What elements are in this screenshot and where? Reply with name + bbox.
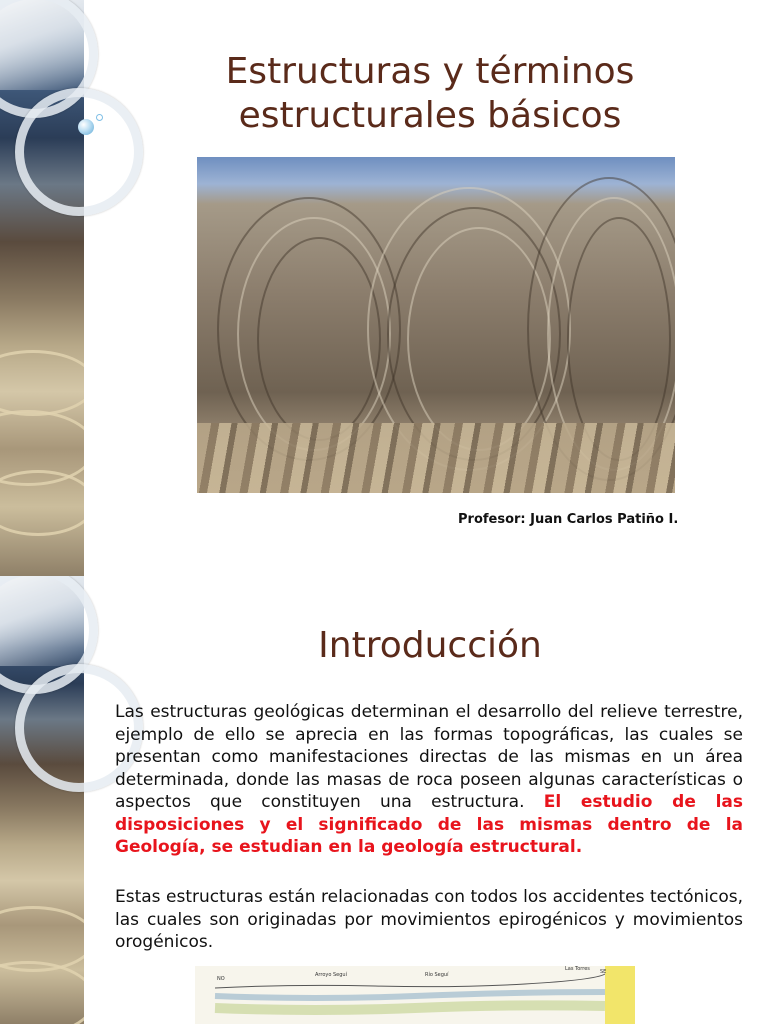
diagram-label: Las Torres [565,966,590,972]
diagram-label: Río Seguí [425,972,449,978]
intro-text: Las estructuras geológicas determinan el desarrollo del relieve terrestre, ejemplo de ello se aprecia en las formas topográficas, las cuales se presentan como manifestaciones directas de las mismas en un área determinada, donde las masas de roca poseen algunas características o aspectos que constituyen una estructura. [115,702,743,812]
decorative-bubble [78,119,94,135]
intro-paragraph [115,701,743,859]
cross-section-svg [195,966,635,1024]
highlight-text: El estudio de las disposiciones y el significado de las mismas dentro de la Geología, se estudian en la geología estructural. [115,792,743,857]
author-credit: Profesor: Juan Carlos Patiño I. [458,512,679,527]
slide-title: Estructuras y términos estructurales básicos [225,51,635,136]
tectonic-paragraph: Estas estructuras están relacionadas con todos los accidentes tectónicos, las cuales son originadas por movimientos epirogénicos y movimientos orogénicos. [115,887,743,952]
yellow-panel [605,966,635,1024]
slide-title: Introducción [318,625,542,666]
slide-2 [0,576,768,1024]
diagram-label: Arroyo Seguí [315,972,347,978]
decorative-bubble [96,114,103,121]
diagram-label: NO [217,976,225,982]
road-curve [0,961,84,1024]
folded-rock-photo [197,157,675,493]
decorative-ring [15,88,143,216]
geologic-cross-section-diagram [195,966,635,1024]
road-curve [0,350,84,416]
diagram-label: SE [600,969,607,975]
road-curve [0,470,84,536]
